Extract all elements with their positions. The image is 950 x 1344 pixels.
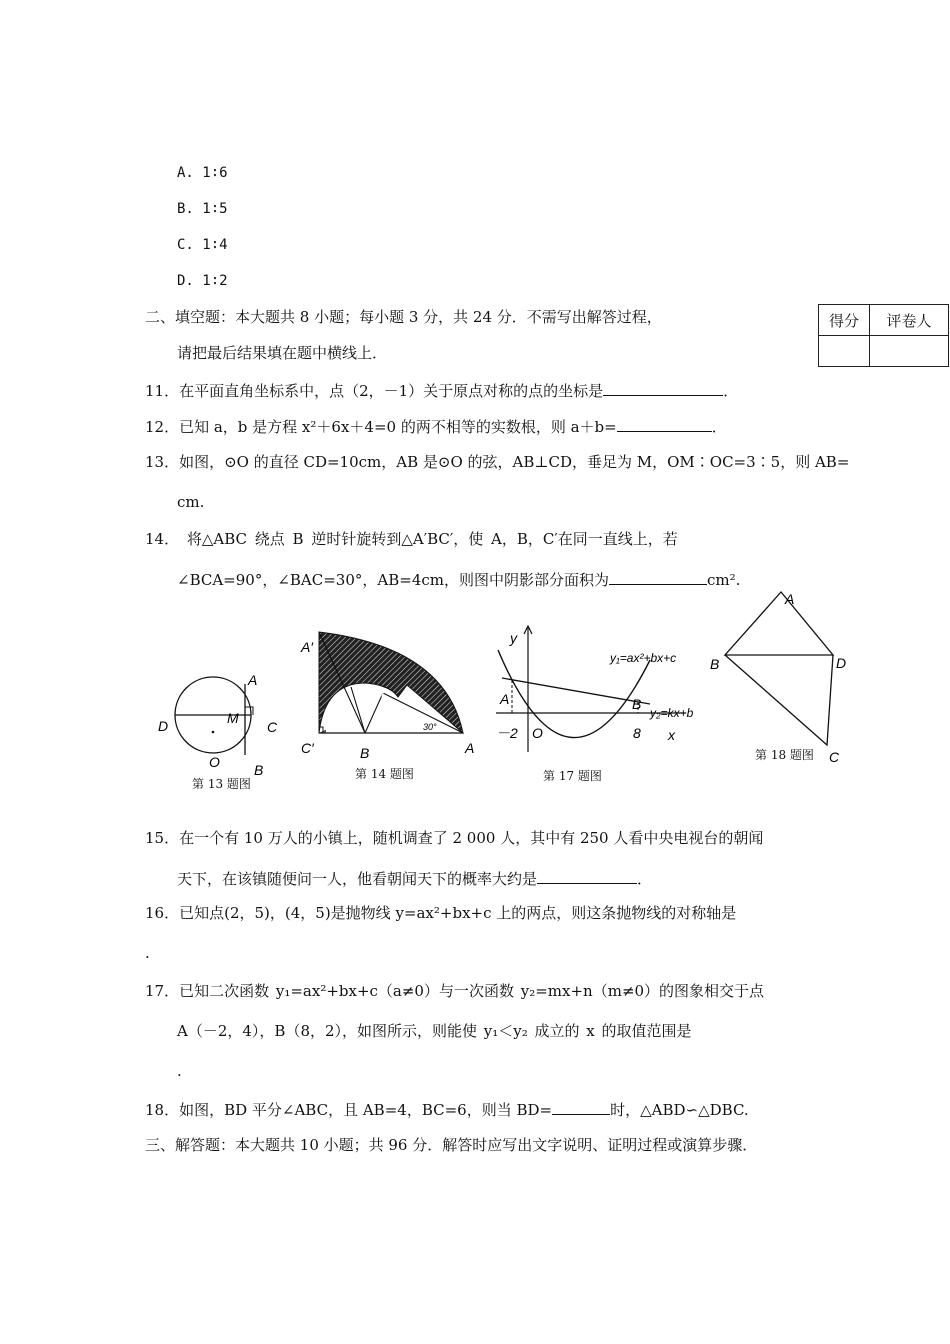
question-17-end: . (177, 1062, 182, 1080)
figure-14-caption: 第 14 题图 (355, 767, 414, 781)
question-11 (145, 380, 738, 401)
q11-answer-blank (603, 380, 723, 396)
question-13-cont: cm. (177, 493, 205, 511)
question-16: 16．已知点(2，5)，(4，5)是抛物线 y=ax²+bx+c 上的两点，则这条抛物线的对称轴是 (145, 904, 737, 922)
question-15-cont (177, 868, 652, 889)
score-label: 得分 (819, 305, 870, 336)
q15-answer-blank (537, 868, 637, 884)
f13-label-d: D (158, 718, 169, 734)
f17-label-neg2: －2 (496, 725, 518, 741)
figure-18 (705, 585, 855, 770)
f17-label-y2: y₂=kx+b (650, 706, 694, 720)
question-18 (145, 1099, 749, 1120)
f17-label-y1: y₁=ax²+bx+c (610, 651, 677, 665)
figure-17 (490, 620, 710, 760)
option-b: B. 1∶5 (177, 201, 228, 217)
q14-answer-blank (609, 569, 707, 585)
section2-heading: 二、填空题：本大题共 8 小题；每小题 3 分，共 24 分．不需写出解答过程， (145, 308, 662, 326)
figure-17-caption: 第 17 题图 (543, 769, 602, 783)
figure-14 (295, 625, 485, 760)
f14-angle-label: 30° (423, 722, 437, 732)
q11-text: 11．在平面直角坐标系中，点（2，－1）关于原点对称的点的坐标是 (145, 382, 604, 400)
q12-end: ． (711, 418, 727, 436)
score-cell (819, 336, 870, 367)
f17-label-o: O (532, 725, 543, 741)
f18-label-b: B (710, 656, 720, 672)
f18-label-a: A (785, 591, 795, 607)
q14-end: cm². (706, 571, 741, 589)
option-c: C. 1∶4 (177, 237, 228, 253)
f13-label-o: O (209, 754, 220, 770)
triangle-abd (725, 592, 833, 655)
question-14: 14． 将△ABC 绕点 B 逆时针旋转到△A′BC′，使 A，B，C′在同一直线上，若 (145, 530, 678, 548)
question-13: 13．如图，⊙O 的直径 CD=10cm，AB 是⊙O 的弦，AB⊥CD，垂足为 M，OM∶OC=3∶5，则 AB= (145, 453, 850, 471)
center-dot (212, 731, 215, 734)
section2-heading-cont: 请把最后结果填在题中横线上． (177, 344, 388, 362)
q18-end: 时，△ABD∽△DBC. (610, 1101, 749, 1119)
question-17-cont: A（－2，4），B（8，2），如图所示，则能使 y₁＜y₂ 成立的 x 的取值范围是 (177, 1022, 692, 1040)
grader-label: 评卷人 (870, 305, 949, 336)
f14-label-b: B (360, 745, 370, 760)
figure-13-caption: 第 13 题图 (192, 777, 251, 791)
f17-label-x: x (668, 727, 675, 743)
option-d: D. 1∶2 (177, 273, 228, 289)
question-17: 17．已知二次函数 y₁=ax²+bx+c（a≠0）与一次函数 y₂=mx+n（m≠0）的图象相交于点 (145, 982, 765, 1000)
f13-label-m: M (227, 710, 239, 726)
q15-end: ． (637, 870, 653, 888)
f17-label-b: B (632, 696, 642, 712)
question-16-end: . (145, 944, 150, 962)
grader-cell (870, 336, 949, 367)
q18-text: 18．如图，BD 平分∠ABC，且 AB=4，BC=6，则当 BD= (145, 1101, 553, 1119)
f13-label-c: C (267, 719, 278, 735)
section3-heading: 三、解答题：本大题共 10 小题；共 96 分．解答时应写出文字说明、证明过程或演算步骤． (145, 1136, 758, 1154)
f18-label-c: C (829, 749, 840, 765)
q12-text: 12．已知 a，b 是方程 x²＋6x＋4=0 的两不相等的实数根，则 a＋b= (145, 418, 617, 436)
f18-label-d: D (836, 655, 847, 671)
score-box (818, 304, 949, 367)
q12-answer-blank (617, 416, 712, 432)
question-15: 15．在一个有 10 万人的小镇上，随机调查了 2 000 人，其中有 250 人看中央电视台的朝闻 (145, 829, 764, 847)
figure-13 (150, 665, 280, 780)
option-a: A. 1∶6 (177, 165, 228, 181)
f14-label-a: A (465, 740, 475, 756)
q14-text: ∠BCA=90°，∠BAC=30°，AB=4cm，则图中阴影部分面积为 (177, 571, 609, 589)
f17-label-y: y (510, 630, 517, 646)
right-angle-mark (245, 707, 253, 715)
q11-end: ． (723, 382, 739, 400)
q15-text: 天下，在该镇随便问一人，他看朝闻天下的概率大约是 (177, 870, 538, 888)
q18-answer-blank (552, 1099, 610, 1115)
f17-label-a: A (500, 691, 510, 707)
f14-label-c: C (381, 690, 389, 702)
f13-label-a: A (248, 672, 258, 688)
f13-label-b: B (254, 762, 264, 778)
figure-18-caption: 第 18 题图 (755, 748, 814, 762)
question-14-cont (177, 569, 740, 590)
question-12 (145, 416, 727, 437)
f17-label-8: 8 (633, 725, 641, 741)
f14-label-c1: C′ (301, 740, 314, 756)
f14-label-a1: A′ (301, 639, 313, 655)
triangle-dbc (725, 655, 833, 745)
